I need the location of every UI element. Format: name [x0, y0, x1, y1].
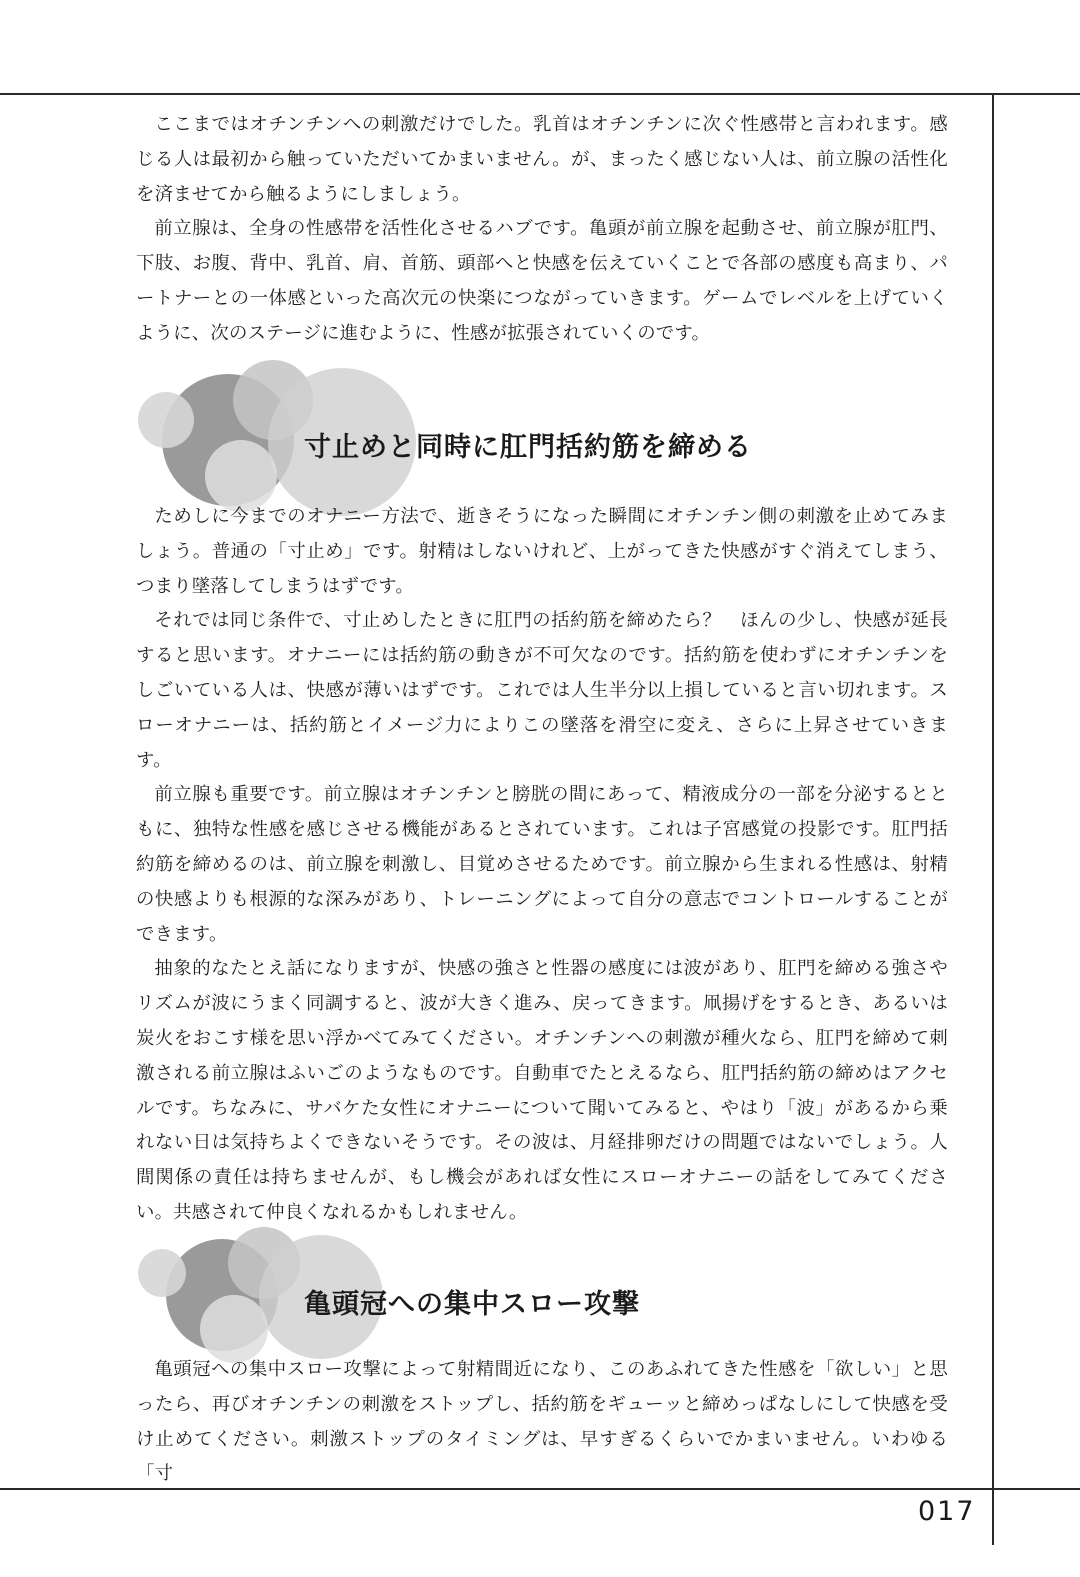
- section-1-text: [136, 500, 948, 1231]
- paragraph: それでは同じ条件で、寸止めしたときに肛門の括約筋を締めたら？ ほんの少し、快感が延長すると思います。オナニーには括約筋の動きが不可欠なのです。括約筋を使わずにオチンチンをしごいている人は、快感が薄いはずです。これでは人生半分以上損していると言い切れます。スローオナニーは、括約筋とイメージ力によりこの墜落を滑空に変え、さらに上昇させていきます。: [136, 610, 948, 771]
- paragraph: 亀頭冠への集中スロー攻撃によって射精間近になり、このあふれてきた性感を「欲しい」と思ったら、再びオチンチンの刺激をストップし、括約筋をギューッと締めっぱなしにして快感を受け止めてください。刺激ストップのタイミングは、早すぎるくらいでかまいません。いわゆる「寸: [136, 1359, 948, 1485]
- section-heading-1: [136, 358, 956, 508]
- top-rule: [0, 93, 1080, 95]
- page-number: 017: [918, 1496, 976, 1527]
- paragraph: ここまではオチンチンへの刺激だけでした。乳首はオチンチンに次ぐ性感帯と言われます。感じる人は最初から触っていただいてかまいません。が、まったく感じない人は、前立腺の活性化を済ませてから触るようにしましょう。: [136, 114, 948, 205]
- intro-text: [136, 108, 948, 352]
- paragraph: 前立腺は、全身の性感帯を活性化させるハブです。亀頭が前立腺を起動させ、前立腺が肛門、下肢、お腹、背中、乳首、肩、首筋、頭部へと快感を伝えていくことで各部の感度も高まり、パートナーとの一体感といった高次元の快楽につながっていきます。ゲームでレベルを上げていくように、次のステージに進むように、性感が拡張されていくのです。: [136, 218, 948, 344]
- section-title: 亀頭冠への集中スロー攻撃: [304, 1289, 640, 1320]
- paragraph: 抽象的なたとえ話になりますが、快感の強さと性器の感度には波があり、肛門を締める強さやリズムが波にうまく同調すると、波が大きく進み、戻ってきます。凧揚げをするとき、あるいは炭火をおこす様を思い浮かべてみてください。オチンチンへの刺激が種火なら、肛門を締めて刺激される前立腺はふいごのようなものです。自動車でたとえるなら、肛門括約筋の締めはアクセルです。ちなみに、サバケた女性にオナニーについて聞いてみると、やはり「波」があるから乗れない日は気持ちよくできないそうです。その波は、月経排卵だけの問題ではないでしょう。人間関係の責任は持ちませんが、もし機会があれば女性にスローオナニーの話をしてみてください。共感されて仲良くなれるかもしれません。: [136, 958, 948, 1223]
- section-2-text: [136, 1353, 948, 1492]
- right-margin-rule: [992, 93, 994, 1545]
- paragraph: ためしに今までのオナニー方法で、逝きそうになった瞬間にオチンチン側の刺激を止めてみましょう。普通の「寸止め」です。射精はしないけれど、上がってきた快感がすぐ消えてしまう、つまり墜落してしまうはずです。: [136, 506, 948, 597]
- section-title: 寸止めと同時に肛門括約筋を締める: [304, 432, 752, 463]
- paragraph: 前立腺も重要です。前立腺はオチンチンと膀胱の間にあって、精液成分の一部を分泌するとともに、独特な性感を感じさせる機能があるとされています。これは子宮感覚の投影です。肛門括約筋を締めるのは、前立腺を刺激し、目覚めさせるためです。前立腺から生まれる性感は、射精の快感よりも根源的な深みがあり、トレーニングによって自分の意志でコントロールすることができます。: [136, 784, 948, 945]
